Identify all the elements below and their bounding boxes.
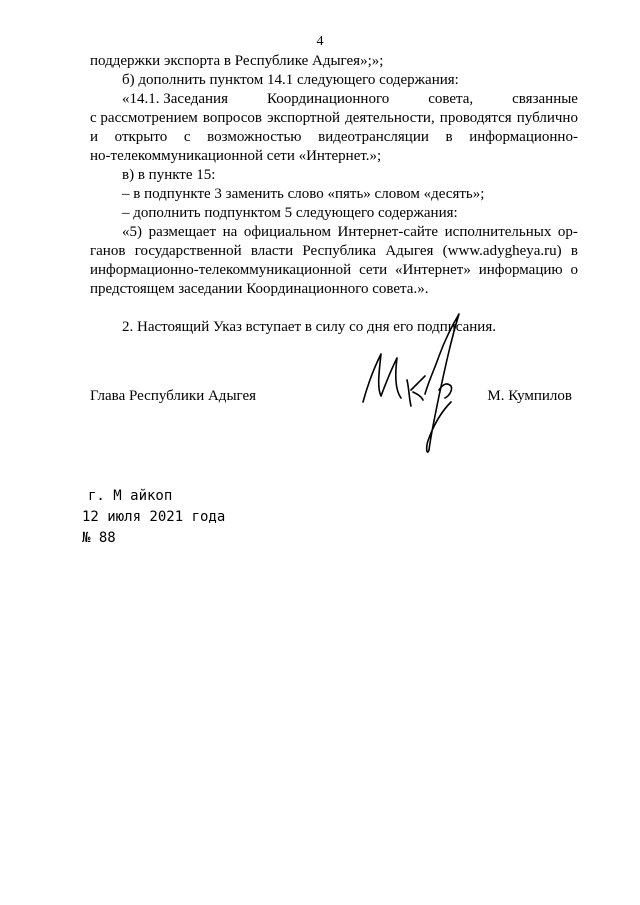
- paragraph-line: – дополнить подпунктом 5 следующего содержания:: [122, 205, 458, 221]
- issue-date: 12 июля 2021 года: [82, 509, 226, 525]
- justified-line: «5) размещает на официальном Интернет-сайте исполнительных ор-: [122, 224, 578, 240]
- signatory-position: Глава Республики Адыгея: [90, 388, 257, 404]
- justified-line: и открыто с возможностью видеотрансляции в информационно-: [90, 129, 578, 145]
- justified-line: с рассмотрением вопросов экспортной деятельности, проводятся публично: [90, 110, 578, 126]
- paragraph-line: 2. Настоящий Указ вступает в силу со дня его подписания.: [122, 319, 496, 335]
- paragraph-line: б) дополнить пунктом 14.1 следующего содержания:: [122, 72, 459, 88]
- paragraph-line: предстоящем заседании Координационного совета.».: [90, 281, 429, 297]
- issue-city: г. М айкоп: [88, 488, 173, 504]
- paragraph-line: – в подпункте 3 заменить слово «пять» словом «десять»;: [122, 186, 485, 202]
- document-footer: [82, 486, 225, 549]
- paragraph-line: в) в пункте 15:: [122, 167, 216, 183]
- signatory-name: М. Кумпилов: [487, 388, 572, 404]
- paragraph-line: но-телекоммуникационной сети «Интернет.»;: [90, 148, 382, 164]
- page-number: 4: [316, 34, 324, 49]
- justified-line: «14.1. Заседания Координационного совета, связанные: [122, 91, 578, 107]
- spacer: [90, 299, 578, 318]
- paragraph-line: поддержки экспорта в Республике Адыгея»;»;: [90, 53, 384, 69]
- justified-line: информационно-телекоммуникационной сети «Интернет» информацию о: [90, 262, 578, 278]
- handwritten-signature: [355, 310, 485, 460]
- document-body: [90, 52, 578, 337]
- justified-line: ганов государственной власти Республика Адыгея (www.adygheya.ru) в: [90, 243, 578, 259]
- decree-number: № 88: [82, 530, 116, 546]
